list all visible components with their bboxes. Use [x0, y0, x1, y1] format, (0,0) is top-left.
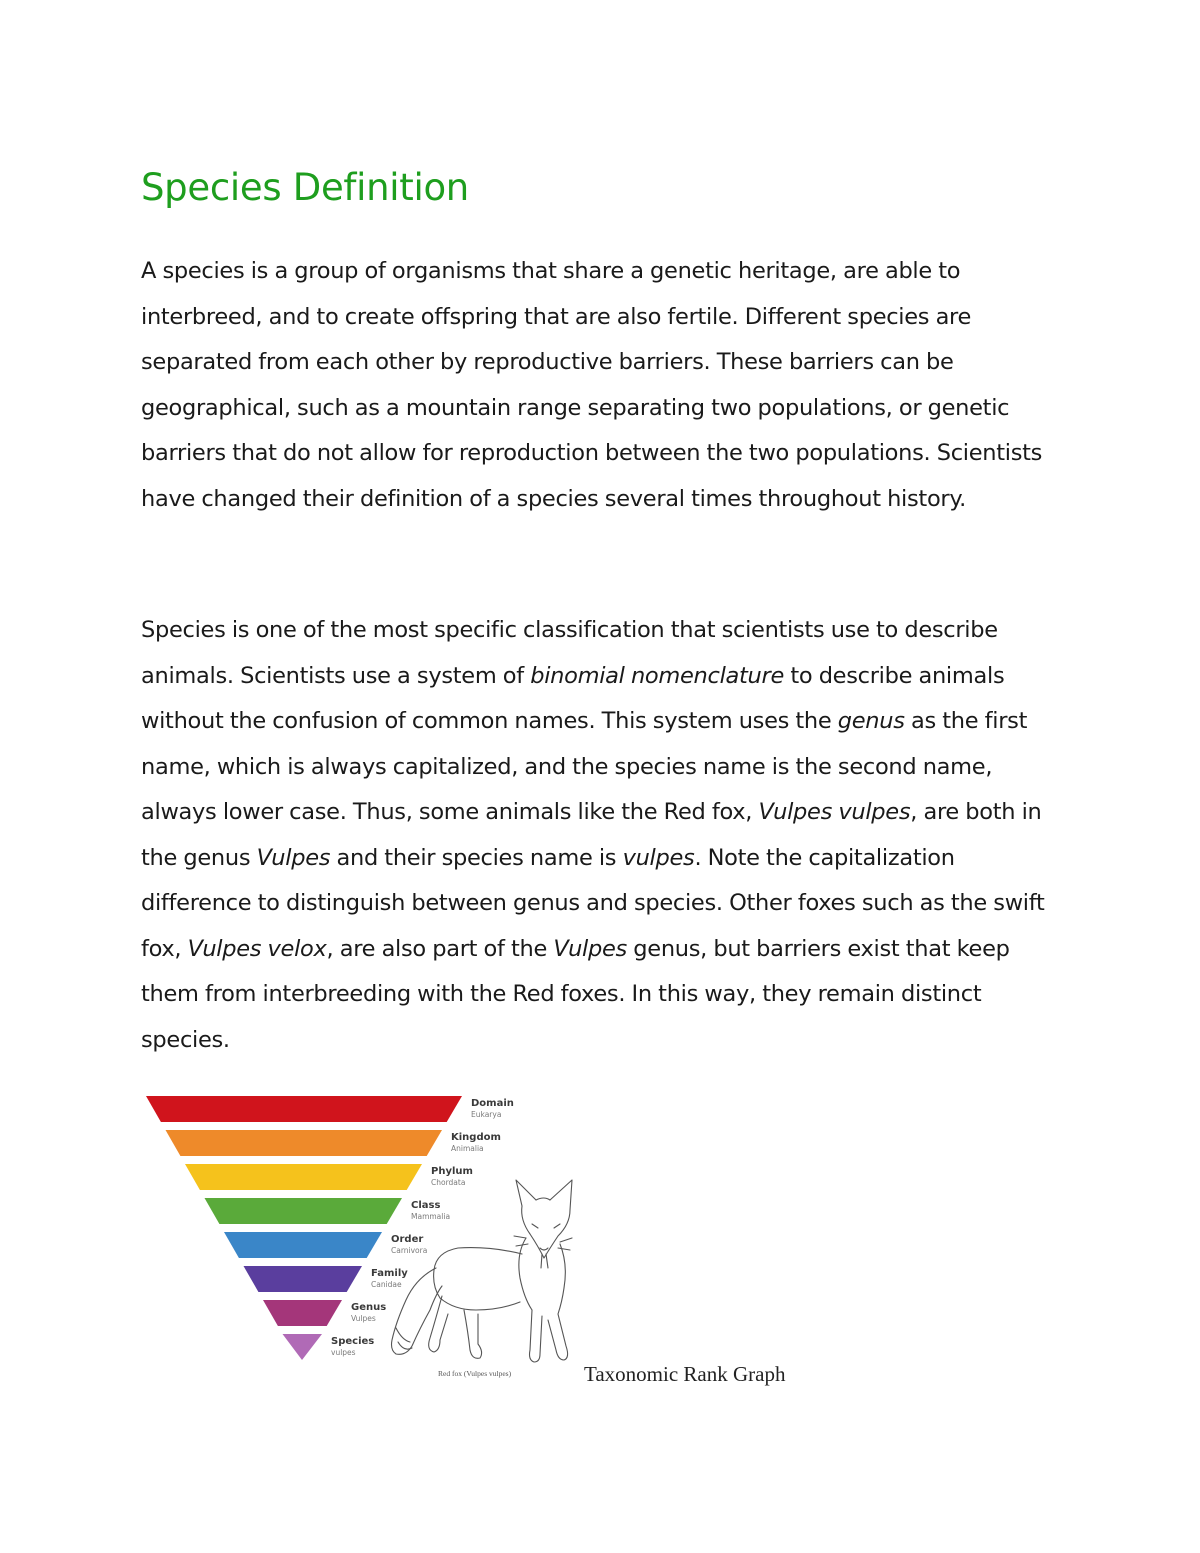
italic-term: Vulpes	[256, 844, 331, 871]
rank-band-order	[224, 1232, 382, 1258]
rank-band-domain	[146, 1096, 462, 1122]
rank-band-genus	[263, 1300, 342, 1326]
italic-term: vulpes	[622, 844, 695, 871]
text-run: Species is one of the most specific classification that scientists use to describe animals. Scientists use a system of	[141, 617, 998, 689]
fox-caption: Red fox (Vulpes vulpes)	[438, 1369, 512, 1378]
italic-term: binomial nomenclature	[530, 662, 784, 689]
rank-name-domain: Domain	[471, 1098, 514, 1109]
text-run: as the first name, which is always capitalized, and the species name is the second name, always lower case. Thus, some animals like the Red fox,	[141, 708, 1028, 825]
taxonomic-rank-figure	[140, 1088, 585, 1384]
italic-term: Vulpes vulpes	[758, 799, 911, 825]
rank-value-kingdom: Animalia	[451, 1144, 484, 1153]
page-title: Species Definition	[141, 166, 469, 209]
rank-value-class: Mammalia	[411, 1212, 451, 1221]
text-run: . Note the capitalization difference to distinguish between genus and species. Other foxes such as the swift fox,	[141, 844, 1045, 962]
rank-value-phylum: Chordata	[431, 1178, 466, 1187]
taxonomic-rank-graph	[140, 1088, 585, 1384]
rank-name-genus: Genus	[351, 1302, 387, 1313]
rank-value-genus: Vulpes	[351, 1314, 376, 1323]
italic-term: Vulpes	[553, 935, 627, 962]
text-run: and their species name is	[330, 844, 623, 871]
figure-caption: Taxonomic Rank Graph	[584, 1362, 786, 1386]
rank-name-species: Species	[331, 1336, 375, 1347]
text-run: genus, but barriers exist that keep them from interbreeding with the Red foxes. In this way, they remain distinct species.	[141, 935, 1010, 1053]
rank-name-kingdom: Kingdom	[451, 1132, 501, 1143]
definition-paragraph: A species is a group of organisms that share a genetic heritage, are able to interbreed, and to create offspring that are also fertile. Different species are separated from each other by reproductive barriers. These barriers can be geographical, such as a mountain range separating two populations, or genetic barriers that do not allow for reproduction between the two populations. Scientists have changed their definition of a species several times throughout history.	[141, 258, 1043, 512]
rank-name-phylum: Phylum	[431, 1166, 473, 1177]
italic-term: genus	[837, 708, 905, 734]
italic-term: Vulpes velox	[187, 935, 327, 962]
rank-band-family	[244, 1266, 363, 1292]
rank-band-kingdom	[166, 1130, 443, 1156]
rank-value-order: Carnivora	[391, 1246, 428, 1255]
rank-bands	[146, 1096, 462, 1360]
rank-value-domain: Eukarya	[471, 1110, 502, 1119]
rank-value-family: Canidae	[371, 1280, 402, 1289]
text-run: to describe animals without the confusion of common names. This system uses the	[141, 662, 1005, 734]
nomenclature-paragraph	[141, 608, 1071, 1063]
rank-name-order: Order	[391, 1234, 424, 1245]
rank-band-species	[283, 1334, 323, 1360]
rank-value-species: vulpes	[331, 1348, 356, 1357]
text-run: , are also part of the	[326, 935, 554, 962]
rank-name-class: Class	[411, 1200, 441, 1211]
rank-name-family: Family	[371, 1268, 408, 1279]
rank-band-class	[205, 1198, 403, 1224]
rank-band-phylum	[185, 1164, 422, 1190]
text-run: , are both in the genus	[141, 799, 1042, 871]
